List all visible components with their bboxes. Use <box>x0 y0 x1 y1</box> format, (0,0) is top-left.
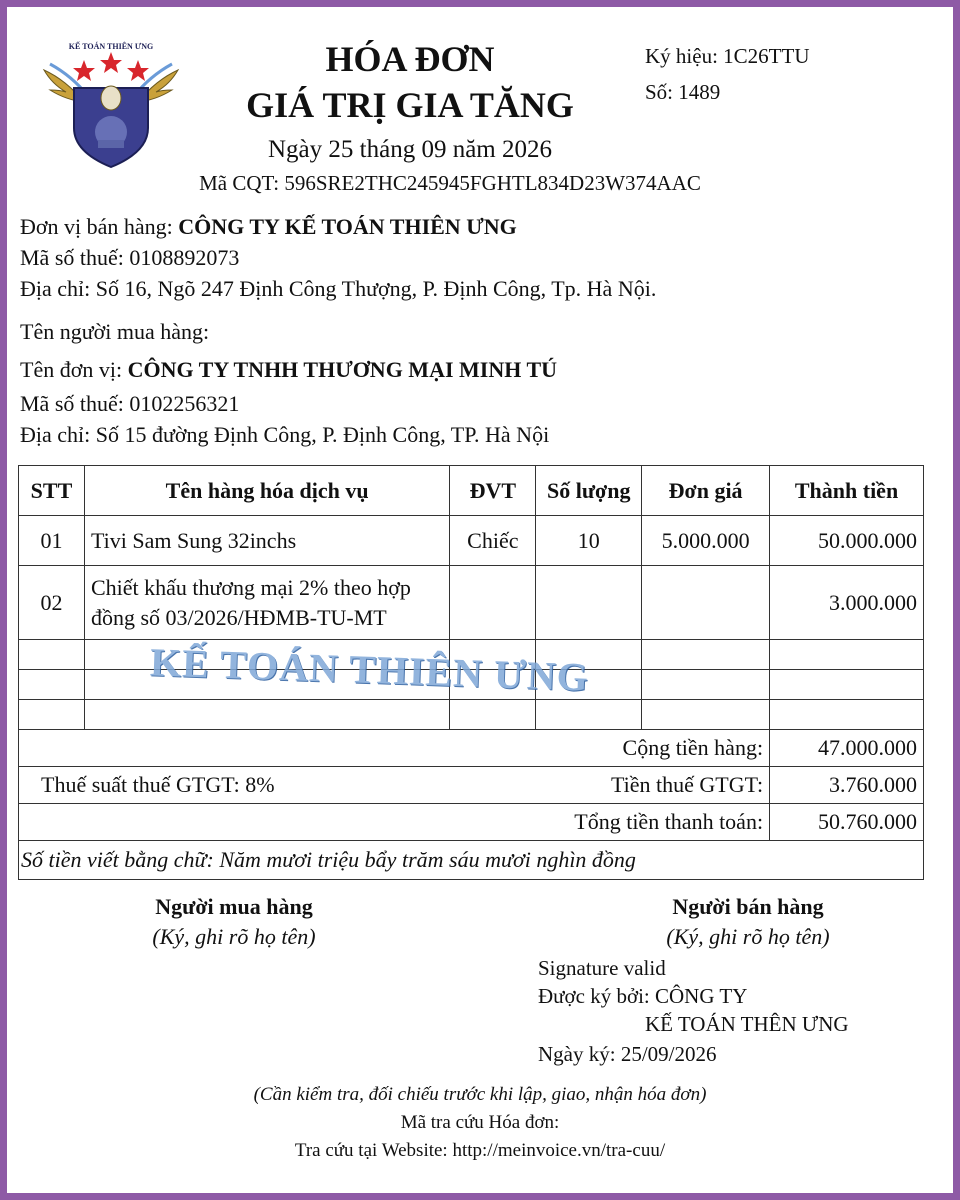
cell-stt: 01 <box>19 516 85 566</box>
vat-value: 3.760.000 <box>770 767 924 804</box>
table-row <box>19 566 924 640</box>
buyer-unit-name: CÔNG TY TNHH THƯƠNG MẠI MINH TÚ <box>127 357 558 382</box>
subtotal-label: Cộng tiền hàng: <box>19 730 770 767</box>
subtotal-row <box>19 730 924 767</box>
buyer-address: Địa chỉ: Số 15 đường Định Công, P. Định Công, TP. Hà Nội <box>20 422 550 447</box>
table-row-empty <box>19 700 924 730</box>
buyer-tax: Mã số thuế: 0102256321 <box>20 391 240 416</box>
company-logo <box>36 40 186 170</box>
seller-tax: Mã số thuế: 0108892073 <box>20 245 240 270</box>
cell-name: Tivi Sam Sung 32inchs <box>84 516 449 566</box>
signed-by: Được ký bởi: CÔNG TY <box>538 984 748 1008</box>
buyer-sign-note: (Ký, ghi rõ họ tên) <box>152 924 316 949</box>
amount-in-words: Số tiền viết bằng chữ: Năm mươi triệu bẩy trăm sáu mươi nghìn đồng <box>19 841 924 880</box>
lookup-website: Tra cứu tại Website: http://meinvoice.vn/tra-cuu/ <box>294 1140 666 1161</box>
signed-by-company: KẾ TOÁN THÊN ƯNG <box>645 1012 849 1036</box>
vat-cell <box>19 767 770 804</box>
seller-sign-note: (Ký, ghi rõ họ tên) <box>666 924 830 949</box>
vat-rate: Thuế suất thuế GTGT: 8% <box>41 772 275 797</box>
seller-sign-title: Người bán hàng <box>672 894 824 919</box>
invoice-title: HÓA ĐƠN <box>325 39 495 79</box>
signature-valid: Signature valid <box>538 956 666 980</box>
total-label: Tổng tiền thanh toán: <box>19 804 770 841</box>
seller-name: CÔNG TY KẾ TOÁN THIÊN ƯNG <box>178 214 517 239</box>
buyer-unit-label: Tên đơn vị: <box>20 357 128 382</box>
total-value: 50.760.000 <box>770 804 924 841</box>
vat-row <box>19 767 924 804</box>
buyer-unit-line <box>20 357 557 383</box>
invoice-number: Số: 1489 <box>645 80 721 104</box>
table-header-row <box>19 466 924 516</box>
seller-label: Đơn vị bán hàng: <box>20 214 179 239</box>
total-row <box>19 804 924 841</box>
cqt-code: Mã CQT: 596SRE2THC245945FGHTL834D23W374AAC <box>199 171 701 195</box>
sign-date: Ngày ký: 25/09/2026 <box>538 1042 717 1066</box>
subtotal-value: 47.000.000 <box>770 730 924 767</box>
cell-unit <box>450 566 536 640</box>
cell-price <box>642 566 770 640</box>
lookup-code: Mã tra cứu Hóa đơn: <box>400 1112 560 1133</box>
table-row <box>19 516 924 566</box>
col-header-qty: Số lượng <box>536 466 642 516</box>
watermark: KẾ TOÁN THIÊN ƯNG <box>149 639 590 700</box>
buyer-person-label: Tên người mua hàng: <box>20 319 210 344</box>
vat-label: Tiền thuế GTGT: <box>610 772 764 797</box>
cell-amount: 50.000.000 <box>770 516 924 566</box>
cell-qty: 10 <box>536 516 642 566</box>
col-header-name: Tên hàng hóa dịch vụ <box>84 466 449 516</box>
col-header-stt: STT <box>19 466 85 516</box>
invoice-date: Ngày 25 tháng 09 năm 2026 <box>268 136 552 163</box>
check-notice: (Cần kiểm tra, đối chiếu trước khi lập, giao, nhận hóa đơn) <box>253 1084 707 1105</box>
invoice-subtitle: GIÁ TRỊ GIA TĂNG <box>246 85 574 125</box>
seller-address: Địa chỉ: Số 16, Ngõ 247 Định Công Thượng, P. Định Công, Tp. Hà Nội. <box>20 276 657 301</box>
col-header-price: Đơn giá <box>642 466 770 516</box>
seller-line <box>20 214 517 240</box>
cell-stt: 02 <box>19 566 85 640</box>
cell-unit: Chiếc <box>450 516 536 566</box>
col-header-amount: Thành tiền <box>770 466 924 516</box>
invoice-symbol: Ký hiệu: 1C26TTU <box>645 44 810 68</box>
cell-qty <box>536 566 642 640</box>
cell-amount: 3.000.000 <box>770 566 924 640</box>
buyer-sign-title: Người mua hàng <box>155 894 313 919</box>
amount-in-words-row <box>19 841 924 880</box>
cell-name: Chiết khấu thương mại 2% theo hợp đồng số 03/2026/HĐMB-TU-MT <box>84 566 449 640</box>
logo-text: KẾ TOÁN THIÊN ƯNG <box>68 42 154 51</box>
col-header-unit: ĐVT <box>450 466 536 516</box>
cell-price: 5.000.000 <box>642 516 770 566</box>
